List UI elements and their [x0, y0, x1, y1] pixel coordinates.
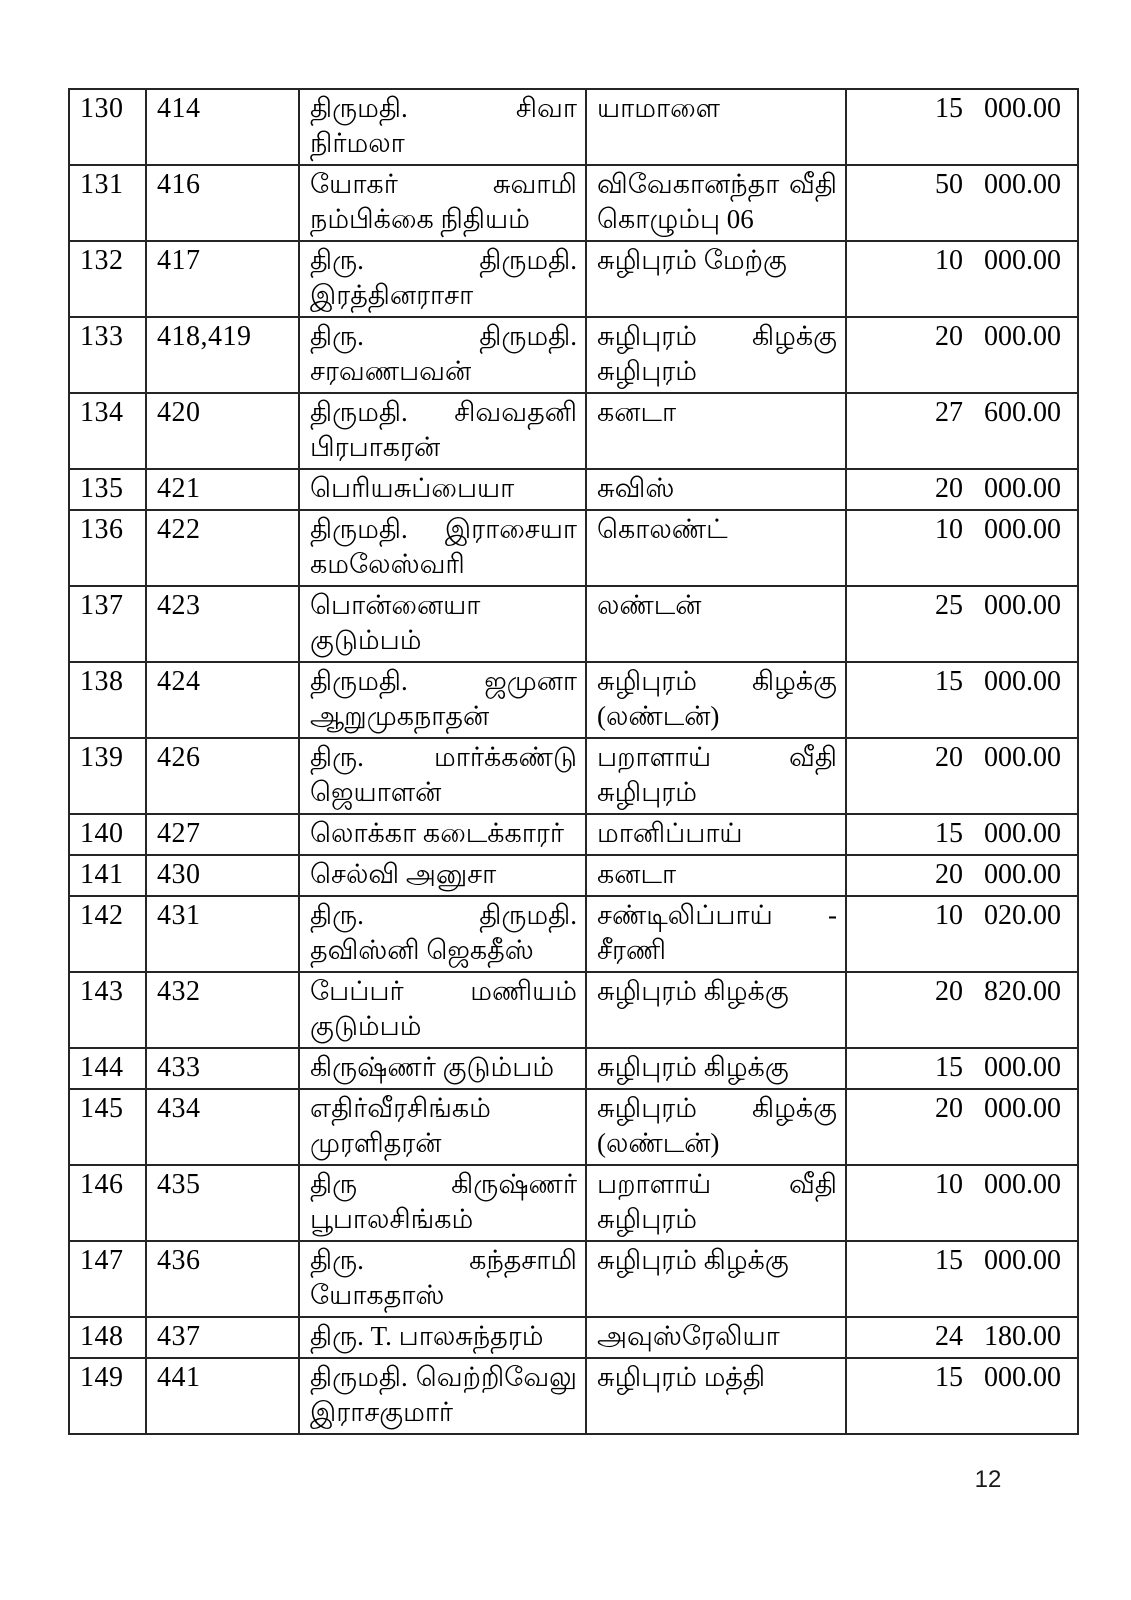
table-row: [69, 814, 1078, 855]
table-row: [69, 1165, 1078, 1241]
cell-donor-name: யோகர் சுவாமி நம்பிக்கை நிதியம்: [299, 165, 586, 241]
cell-place: பறாளாய் வீதி சுழிபுரம்: [586, 738, 846, 814]
cell-serial-number: 132: [69, 241, 146, 317]
table-row: [69, 586, 1078, 662]
cell-receipt-number: 424: [146, 662, 299, 738]
cell-place: சுழிபுரம் கிழக்கு (லண்டன்): [586, 1089, 846, 1165]
table-row: [69, 1358, 1078, 1434]
table-row: [69, 241, 1078, 317]
cell-place: சுழிபுரம் கிழக்கு (லண்டன்): [586, 662, 846, 738]
cell-receipt-number: 420: [146, 393, 299, 469]
cell-receipt-number: 441: [146, 1358, 299, 1434]
cell-receipt-number: 436: [146, 1241, 299, 1317]
cell-place: பறாளாய் வீதி சுழிபுரம்: [586, 1165, 846, 1241]
table-row: [69, 510, 1078, 586]
cell-donor-name: பொன்னையா குடும்பம்: [299, 586, 586, 662]
cell-receipt-number: 435: [146, 1165, 299, 1241]
cell-donor-name: திருமதி. இராசையா கமலேஸ்வரி: [299, 510, 586, 586]
cell-receipt-number: 433: [146, 1048, 299, 1089]
cell-serial-number: 131: [69, 165, 146, 241]
cell-place: சண்டிலிப்பாய் - சீரணி: [586, 896, 846, 972]
cell-amount: 15 000.00: [846, 1358, 1078, 1434]
table-row: [69, 393, 1078, 469]
cell-donor-name: திருமதி. ஜமுனா ஆறுமுகநாதன்: [299, 662, 586, 738]
cell-receipt-number: 432: [146, 972, 299, 1048]
cell-amount: 20 000.00: [846, 469, 1078, 510]
table-row: [69, 972, 1078, 1048]
cell-donor-name: திரு. கந்தசாமி யோகதாஸ்: [299, 1241, 586, 1317]
cell-receipt-number: 417: [146, 241, 299, 317]
cell-donor-name: கிருஷ்ணர் குடும்பம்: [299, 1048, 586, 1089]
cell-serial-number: 146: [69, 1165, 146, 1241]
cell-receipt-number: 423: [146, 586, 299, 662]
cell-donor-name: திரு. திருமதி. தவிஸ்னி ஜெகதீஸ்: [299, 896, 586, 972]
cell-donor-name: செல்வி அனுசா: [299, 855, 586, 896]
cell-place: சுழிபுரம் கிழக்கு: [586, 972, 846, 1048]
cell-place: லண்டன்: [586, 586, 846, 662]
cell-receipt-number: 421: [146, 469, 299, 510]
cell-place: சுழிபுரம் மத்தி: [586, 1358, 846, 1434]
cell-receipt-number: 416: [146, 165, 299, 241]
cell-place: சுவிஸ்: [586, 469, 846, 510]
cell-serial-number: 130: [69, 89, 146, 165]
cell-place: மானிப்பாய்: [586, 814, 846, 855]
cell-donor-name: பெரியசுப்பையா: [299, 469, 586, 510]
cell-amount: 10 020.00: [846, 896, 1078, 972]
table-row: [69, 165, 1078, 241]
cell-serial-number: 140: [69, 814, 146, 855]
cell-receipt-number: 422: [146, 510, 299, 586]
cell-serial-number: 139: [69, 738, 146, 814]
cell-receipt-number: 434: [146, 1089, 299, 1165]
cell-donor-name: திருமதி. சிவா நிர்மலா: [299, 89, 586, 165]
table-row: [69, 662, 1078, 738]
cell-serial-number: 134: [69, 393, 146, 469]
table-row: [69, 896, 1078, 972]
cell-amount: 10 000.00: [846, 241, 1078, 317]
cell-place: கனடா: [586, 393, 846, 469]
cell-amount: 15 000.00: [846, 89, 1078, 165]
cell-amount: 27 600.00: [846, 393, 1078, 469]
cell-amount: 20 820.00: [846, 972, 1078, 1048]
cell-serial-number: 144: [69, 1048, 146, 1089]
cell-amount: 10 000.00: [846, 1165, 1078, 1241]
cell-receipt-number: 427: [146, 814, 299, 855]
cell-serial-number: 141: [69, 855, 146, 896]
cell-serial-number: 138: [69, 662, 146, 738]
cell-serial-number: 133: [69, 317, 146, 393]
table-row: [69, 317, 1078, 393]
cell-donor-name: பேப்பர் மணியம் குடும்பம்: [299, 972, 586, 1048]
cell-serial-number: 142: [69, 896, 146, 972]
cell-place: கொலண்ட்: [586, 510, 846, 586]
table-row: [69, 1048, 1078, 1089]
table-row: [69, 1089, 1078, 1165]
table-body: [69, 89, 1078, 1434]
cell-serial-number: 147: [69, 1241, 146, 1317]
cell-amount: 10 000.00: [846, 510, 1078, 586]
cell-amount: 20 000.00: [846, 1089, 1078, 1165]
cell-amount: 15 000.00: [846, 1048, 1078, 1089]
cell-place: சுழிபுரம் கிழக்கு: [586, 1241, 846, 1317]
cell-place: சுழிபுரம் கிழக்கு: [586, 1048, 846, 1089]
cell-amount: 15 000.00: [846, 814, 1078, 855]
cell-serial-number: 149: [69, 1358, 146, 1434]
cell-donor-name: திரு. T. பாலசுந்தரம்: [299, 1317, 586, 1358]
cell-serial-number: 143: [69, 972, 146, 1048]
donations-table: [68, 88, 1079, 1435]
cell-donor-name: லொக்கா கடைக்காரர்: [299, 814, 586, 855]
cell-donor-name: திரு கிருஷ்ணர் பூபாலசிங்கம்: [299, 1165, 586, 1241]
cell-donor-name: திரு. மார்க்கண்டு ஜெயாளன்: [299, 738, 586, 814]
page-number: 12: [974, 1466, 1002, 1493]
cell-receipt-number: 426: [146, 738, 299, 814]
table-row: [69, 855, 1078, 896]
cell-donor-name: எதிர்வீரசிங்கம் முரளிதரன்: [299, 1089, 586, 1165]
cell-amount: 20 000.00: [846, 855, 1078, 896]
cell-receipt-number: 414: [146, 89, 299, 165]
cell-serial-number: 145: [69, 1089, 146, 1165]
cell-receipt-number: 418,419: [146, 317, 299, 393]
cell-place: யாமாளை: [586, 89, 846, 165]
cell-receipt-number: 437: [146, 1317, 299, 1358]
cell-amount: 24 180.00: [846, 1317, 1078, 1358]
table-row: [69, 469, 1078, 510]
cell-donor-name: திருமதி. சிவவதனி பிரபாகரன்: [299, 393, 586, 469]
cell-serial-number: 135: [69, 469, 146, 510]
cell-place: விவேகானந்தா வீதி கொழும்பு 06: [586, 165, 846, 241]
cell-serial-number: 148: [69, 1317, 146, 1358]
cell-receipt-number: 430: [146, 855, 299, 896]
cell-donor-name: திரு. திருமதி. இரத்தினராசா: [299, 241, 586, 317]
cell-place: அவுஸ்ரேலியா: [586, 1317, 846, 1358]
cell-donor-name: திருமதி. வெற்றிவேலு இராசகுமார்: [299, 1358, 586, 1434]
cell-amount: 50 000.00: [846, 165, 1078, 241]
cell-place: சுழிபுரம் கிழக்கு சுழிபுரம்: [586, 317, 846, 393]
table-row: [69, 1241, 1078, 1317]
cell-amount: 20 000.00: [846, 738, 1078, 814]
cell-amount: 15 000.00: [846, 1241, 1078, 1317]
cell-place: சுழிபுரம் மேற்கு: [586, 241, 846, 317]
cell-serial-number: 136: [69, 510, 146, 586]
cell-amount: 25 000.00: [846, 586, 1078, 662]
table-row: [69, 738, 1078, 814]
cell-donor-name: திரு. திருமதி. சரவணபவன்: [299, 317, 586, 393]
table-row: [69, 89, 1078, 165]
cell-receipt-number: 431: [146, 896, 299, 972]
cell-amount: 20 000.00: [846, 317, 1078, 393]
cell-serial-number: 137: [69, 586, 146, 662]
table-row: [69, 1317, 1078, 1358]
cell-amount: 15 000.00: [846, 662, 1078, 738]
cell-place: கனடா: [586, 855, 846, 896]
